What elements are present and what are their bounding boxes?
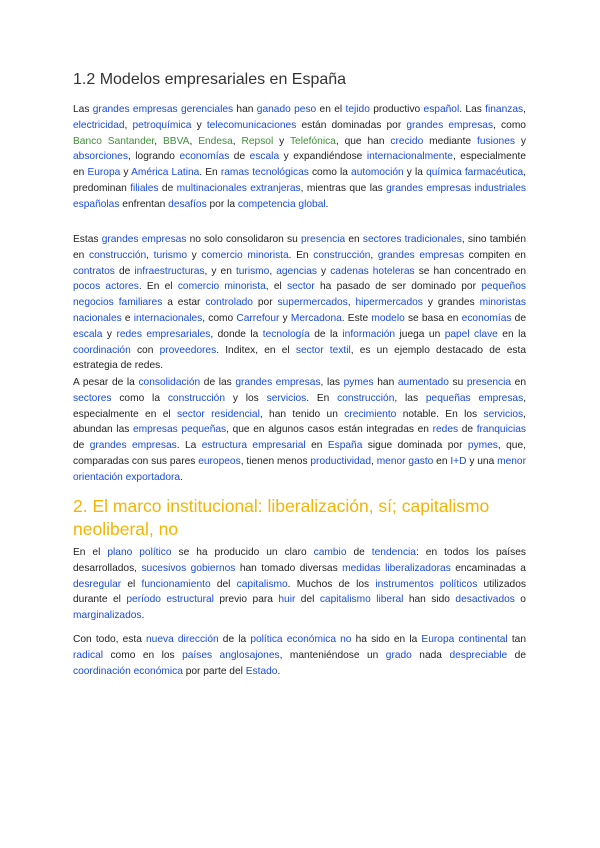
- keyword: hipermercados: [355, 297, 423, 309]
- text-run: y: [514, 135, 526, 147]
- keyword: turismo: [153, 249, 188, 261]
- keyword: grandes empresas: [101, 234, 187, 245]
- paragraph-4: [73, 545, 526, 624]
- keyword: infraestructuras: [134, 265, 205, 277]
- text-run: de: [158, 182, 177, 194]
- section-heading-2: 2. El marco institucional: liberalización, sí; capitalismo neoliberal, no: [73, 496, 490, 539]
- keyword: coordinación económica: [73, 665, 183, 677]
- text-run: nada: [411, 649, 450, 661]
- keyword: ramas tecnológicas: [220, 167, 309, 179]
- text-run: compiten en: [464, 249, 526, 261]
- text-run: , como: [202, 312, 237, 324]
- text-run: notable. En los: [396, 408, 484, 420]
- keyword: medidas liberalizadoras: [342, 562, 451, 574]
- text-run: , mientras que las: [300, 182, 387, 194]
- text-run: han tomado diversas: [235, 562, 343, 574]
- text-run: en: [305, 440, 328, 452]
- text-run: En el: [73, 547, 108, 558]
- keyword: menor gasto: [376, 455, 434, 467]
- keyword: capitalismo liberal: [319, 594, 404, 606]
- text-run: por la: [206, 198, 238, 210]
- keyword: internacionales: [133, 312, 203, 324]
- text-run: y los: [225, 392, 267, 404]
- text-run: ,: [371, 455, 377, 467]
- text-run: .: [277, 665, 281, 677]
- keyword: I+D: [450, 455, 467, 467]
- keyword: telecomunicaciones: [206, 119, 297, 131]
- text-run: A pesar de la: [73, 377, 139, 388]
- keyword: competencia global: [237, 198, 326, 210]
- keyword: minoristas nacionales: [73, 297, 527, 324]
- text-run: encaminadas a: [450, 562, 526, 574]
- keyword: economías: [179, 151, 230, 163]
- paragraph-3: [73, 375, 526, 486]
- keyword: español: [423, 104, 460, 115]
- keyword: tendencia: [371, 547, 416, 558]
- keyword: tejido: [345, 104, 370, 115]
- keyword: información: [342, 328, 396, 340]
- keyword: desregular: [73, 578, 122, 590]
- keyword: crecido: [390, 135, 424, 147]
- text-run: e: [121, 312, 134, 324]
- keyword: economías: [461, 312, 512, 324]
- keyword: Europa continental: [421, 634, 508, 645]
- text-run: están dominadas por: [296, 119, 407, 131]
- keyword: grandes empresas: [377, 249, 465, 261]
- text-run: y: [187, 249, 202, 261]
- text-run: previo para: [213, 594, 279, 606]
- keyword: tecnología: [262, 328, 310, 340]
- keyword: sectores: [73, 392, 112, 404]
- text-run: ,: [124, 119, 133, 131]
- keyword: grandes empresas gerenciales: [92, 104, 234, 115]
- text-run: productivo: [369, 104, 424, 115]
- text-run: , las: [320, 377, 344, 388]
- text-run: de: [73, 440, 90, 452]
- text-run: , especialmente en: [73, 151, 526, 179]
- keyword: química farmacéutica: [426, 167, 524, 179]
- keyword: pequeños negocios familiares: [73, 281, 526, 309]
- text-run: de: [507, 649, 527, 661]
- keyword: servicios: [266, 392, 307, 404]
- keyword: crecimiento: [344, 408, 397, 420]
- text-run: de: [511, 312, 527, 324]
- keyword: automoción: [351, 167, 404, 179]
- keyword: presencia: [466, 377, 512, 388]
- keyword: no: [340, 634, 352, 645]
- text-run: .: [180, 471, 183, 483]
- text-run: ,: [146, 249, 154, 261]
- text-run: mediante: [423, 135, 478, 147]
- paragraph-1: [73, 102, 526, 213]
- company-name: Banco Santander: [73, 135, 155, 147]
- section-heading-1-2: 1.2 Modelos empresariales en España: [73, 71, 347, 88]
- text-run: . Inditex, en el: [216, 344, 296, 356]
- text-run: de: [114, 265, 135, 277]
- keyword: absorciones: [73, 151, 128, 163]
- keyword: marginalizados: [73, 610, 142, 622]
- text-run: y grandes: [422, 297, 480, 309]
- keyword: países anglosajones: [182, 649, 280, 661]
- keyword: sectores tradicionales: [362, 234, 462, 245]
- keyword: grandes empresas: [406, 119, 494, 131]
- keyword: finanzas: [485, 104, 524, 115]
- text-run: .: [141, 610, 145, 622]
- keyword: grandes empresas: [89, 440, 177, 452]
- text-run: y una: [466, 455, 498, 467]
- paragraph-5: [73, 632, 526, 679]
- text-run: , que en algunos casos están integradas en: [226, 424, 433, 436]
- text-run: , sino también en: [73, 234, 526, 261]
- text-run: ,: [523, 104, 526, 115]
- text-run: , manteniéndose un: [279, 649, 386, 661]
- keyword: grado: [385, 649, 412, 661]
- text-run: del: [295, 594, 320, 606]
- keyword: coordinación: [73, 344, 131, 356]
- keyword: grandes empresas industriales españolas: [73, 182, 526, 210]
- text-run: . La: [176, 440, 202, 452]
- keyword: modelo: [371, 312, 405, 324]
- keyword: agencias: [276, 265, 317, 277]
- keyword: estructura empresarial: [201, 440, 306, 452]
- text-run: en: [511, 377, 527, 388]
- keyword: sector residencial: [177, 408, 260, 420]
- keyword: construcción: [167, 392, 226, 404]
- keyword: aumentado: [397, 377, 449, 388]
- text-run: no solo consolidaron su: [186, 234, 301, 245]
- keyword: escala: [249, 151, 280, 163]
- text-run: : en todos los países desarrollados,: [73, 547, 526, 574]
- text-run: como en los: [103, 649, 183, 661]
- keyword: despreciable: [449, 649, 508, 661]
- text-run: Las: [73, 104, 93, 115]
- keyword: instrumentos políticos: [375, 578, 478, 590]
- text-run: , abundan las: [73, 408, 526, 436]
- text-run: y: [317, 265, 331, 277]
- text-run: en el: [316, 104, 346, 115]
- text-run: del: [210, 578, 237, 590]
- text-run: y: [191, 119, 207, 131]
- text-run: , que, comparadas con sus pares: [73, 440, 526, 467]
- text-run: . Las: [459, 104, 486, 115]
- keyword: empresas pequeñas: [132, 424, 227, 436]
- keyword: pocos actores: [73, 281, 139, 293]
- text-run: , han tenido un: [259, 408, 345, 420]
- text-run: , y en: [204, 265, 236, 277]
- keyword: desactivados: [455, 594, 515, 606]
- text-run: tan: [507, 634, 526, 645]
- text-run: enfrentan: [119, 198, 169, 210]
- keyword: petroquímica: [132, 119, 192, 131]
- text-run: . Este: [341, 312, 372, 324]
- keyword: fusiones: [477, 135, 515, 147]
- keyword: huir: [278, 594, 296, 606]
- keyword: España: [327, 440, 363, 452]
- company-name: Repsol: [241, 135, 274, 147]
- keyword: comercio minorista: [201, 249, 289, 261]
- text-run: de la: [309, 328, 343, 340]
- keyword: ganado peso: [256, 104, 317, 115]
- keyword: construcción: [337, 392, 395, 404]
- text-run: su: [448, 377, 467, 388]
- keyword: Carrefour: [236, 312, 280, 324]
- keyword: sector textil: [295, 344, 351, 356]
- keyword: escala: [73, 328, 103, 340]
- text-run: y la: [403, 167, 427, 179]
- text-run: .: [325, 198, 329, 210]
- keyword: redes: [432, 424, 459, 436]
- text-run: . En: [306, 392, 338, 404]
- text-run: sigue dominada por: [362, 440, 468, 452]
- keyword: consolidación: [138, 377, 201, 388]
- text-run: de: [458, 424, 477, 436]
- text-run: utilizados durante el: [73, 578, 526, 606]
- keyword: internacionalmente: [366, 151, 453, 163]
- keyword: cadenas hoteleras: [330, 265, 415, 277]
- keyword: electricidad: [73, 119, 125, 131]
- text-run: se basa en: [404, 312, 462, 324]
- keyword: papel clave: [444, 328, 498, 340]
- text-run: , es un ejemplo destacado de esta estrategia de redes.: [73, 344, 526, 372]
- keyword: pequeñas empresas: [425, 392, 524, 404]
- text-run: y: [273, 135, 290, 147]
- text-run: , las: [394, 392, 426, 404]
- keyword: sector: [287, 281, 315, 293]
- keyword: construcción: [313, 249, 371, 261]
- text-run: el: [121, 578, 142, 590]
- text-run: ,: [269, 265, 277, 277]
- text-run: por: [252, 297, 278, 309]
- company-name: Endesa: [198, 135, 233, 147]
- keyword: presencia: [301, 234, 346, 245]
- text-run: Estas: [73, 234, 102, 245]
- keyword: capitalismo: [236, 578, 288, 590]
- keyword: contratos: [73, 265, 115, 277]
- keyword: redes empresariales: [116, 328, 211, 340]
- text-run: juega un: [395, 328, 445, 340]
- text-run: ha pasado de ser dominado por: [314, 281, 482, 293]
- text-run: y: [102, 328, 117, 340]
- text-run: ,: [154, 135, 163, 147]
- keyword: Estado: [245, 665, 278, 677]
- text-run: ,: [370, 249, 378, 261]
- keyword: servicios: [483, 408, 524, 420]
- keyword: período estructural: [126, 594, 214, 606]
- text-run: . Muchos de los: [287, 578, 376, 590]
- text-run: han sido: [403, 594, 456, 606]
- keyword: construcción: [88, 249, 147, 261]
- text-run: con: [130, 344, 160, 356]
- text-run: y: [279, 312, 291, 324]
- keyword: productividad: [310, 455, 371, 467]
- text-run: se han concentrado en: [414, 265, 526, 277]
- text-run: en: [345, 234, 363, 245]
- keyword: plano político: [107, 547, 172, 558]
- text-run: , donde la: [210, 328, 263, 340]
- keyword: radical: [73, 649, 104, 661]
- keyword: turismo: [235, 265, 270, 277]
- keyword: multinacionales extranjeras: [176, 182, 301, 194]
- text-run: se ha producido un claro: [171, 547, 314, 558]
- keyword: política económica: [250, 634, 336, 645]
- text-run: y expandiéndose: [279, 151, 367, 163]
- text-run: , tienen menos: [240, 455, 311, 467]
- text-run: de: [229, 151, 250, 163]
- text-run: en la: [497, 328, 526, 340]
- keyword: Europa: [87, 167, 121, 179]
- keyword: controlado: [205, 297, 253, 309]
- text-run: como la: [111, 392, 168, 404]
- keyword: menor orientación exportadora: [73, 455, 526, 483]
- text-run: ,: [189, 135, 199, 147]
- keyword: desafíos: [168, 198, 207, 210]
- text-run: Con todo, esta: [73, 634, 146, 645]
- text-run: en: [433, 455, 451, 467]
- text-run: . En el: [138, 281, 178, 293]
- text-run: , como: [493, 119, 526, 131]
- company-name: Telefónica: [289, 135, 336, 147]
- text-run: . En: [199, 167, 221, 179]
- keyword: supermercados: [277, 297, 348, 309]
- text-run: , predominan: [73, 167, 527, 194]
- text-run: han: [233, 104, 257, 115]
- paragraph-2: [73, 232, 526, 374]
- text-run: , el: [265, 281, 287, 293]
- text-run: a estar: [162, 297, 206, 309]
- text-run: ,: [347, 297, 356, 309]
- keyword: cambio: [313, 547, 347, 558]
- keyword: franquicias: [476, 424, 526, 436]
- text-run: . En: [288, 249, 314, 261]
- keyword: funcionamiento: [141, 578, 211, 590]
- keyword: comercio minorista: [177, 281, 266, 293]
- text-run: , que han: [335, 135, 391, 147]
- keyword: nueva dirección: [146, 634, 219, 645]
- text-run: como la: [308, 167, 352, 179]
- keyword: grandes empresas: [235, 377, 321, 388]
- text-run: de las: [200, 377, 236, 388]
- keyword: europeos: [198, 455, 241, 467]
- text-run: han: [373, 377, 398, 388]
- keyword: América Latina: [131, 167, 200, 179]
- keyword: pymes: [343, 377, 374, 388]
- text-run: ,: [232, 135, 242, 147]
- text-run: o: [514, 594, 526, 606]
- keyword: filiales: [130, 182, 159, 194]
- keyword: Mercadona: [290, 312, 342, 324]
- text-run: , logrando: [127, 151, 180, 163]
- keyword: sucesivos gobiernos: [141, 562, 236, 574]
- text-run: y: [120, 167, 132, 179]
- company-name: BBVA: [163, 135, 190, 147]
- text-run: por parte del: [182, 665, 246, 677]
- text-run: de: [346, 547, 372, 558]
- keyword: proveedores: [159, 344, 217, 356]
- text-run: de la: [218, 634, 251, 645]
- text-run: , especialmente en el: [73, 392, 527, 420]
- text-run: ha sido en la: [351, 634, 422, 645]
- keyword: pymes: [467, 440, 498, 452]
